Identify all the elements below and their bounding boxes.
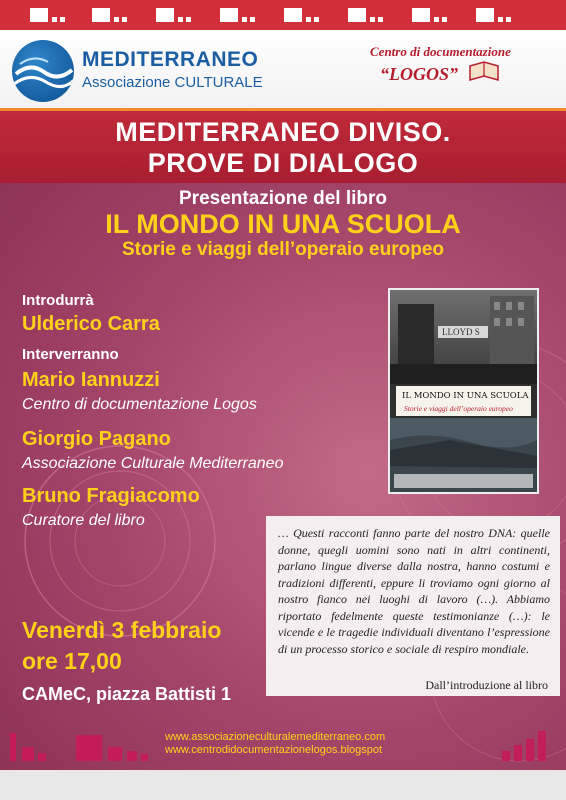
- mediterraneo-logo: [12, 40, 74, 102]
- decor-square: [412, 8, 430, 22]
- decor-square: [348, 8, 366, 22]
- decor-square: [538, 731, 546, 761]
- event-title-line2: PROVE DI DIALOGO: [147, 148, 419, 178]
- speaker-affiliation: Curatore del libro: [22, 512, 145, 529]
- logos-label: “LOGOS”: [380, 64, 459, 84]
- decor-square: [30, 8, 48, 22]
- decor-square: [76, 735, 102, 761]
- decor-square: [476, 8, 494, 22]
- event-venue: CAMeC, piazza Battisti 1: [22, 684, 232, 704]
- decor-dot: [114, 17, 119, 22]
- title-band: [0, 111, 566, 183]
- decor-dot: [186, 17, 191, 22]
- event-title-line1: MEDITERRANEO DIVISO.: [115, 117, 451, 147]
- decor-dot: [178, 17, 183, 22]
- decor-square: [10, 733, 16, 761]
- decor-square: [526, 739, 534, 761]
- decor-dot: [442, 17, 447, 22]
- decor-square: [127, 751, 137, 761]
- centro-label: Centro di documentazione: [370, 44, 511, 59]
- header: [0, 30, 566, 111]
- book-icon: [468, 60, 500, 82]
- quote-box: [266, 516, 560, 696]
- decor-square: [38, 753, 46, 761]
- book-title: IL MONDO IN UNA SCUOLA: [105, 209, 461, 239]
- decor-dot: [250, 17, 255, 22]
- org-name: MEDITERRANEO: [82, 48, 259, 71]
- decor-square: [502, 751, 510, 761]
- cover-sign-text: LLOYD S: [442, 327, 480, 337]
- decor-square: [514, 745, 522, 761]
- speaker-name: Bruno Fragiacomo: [22, 485, 200, 507]
- decor-square: [22, 747, 34, 761]
- bottom-strip: [0, 770, 566, 800]
- speaker-name: Mario Iannuzzi: [22, 369, 160, 391]
- decor-dot: [242, 17, 247, 22]
- speakers-label: Interverranno: [22, 346, 119, 363]
- decor-dot: [306, 17, 311, 22]
- url-logos: www.centrodidocumentazionelogos.blogspot: [165, 744, 383, 756]
- quote-source: Dall’introduzione al libro: [425, 678, 548, 692]
- speaker-name: Giorgio Pagano: [22, 428, 171, 450]
- decor-dot: [434, 17, 439, 22]
- decor-square: [156, 8, 174, 22]
- decor-dot: [60, 17, 65, 22]
- decor-square: [92, 8, 110, 22]
- main-panel: [0, 111, 566, 770]
- cover-subtitle: Storie e viaggi dell’operaio europeo: [404, 404, 513, 413]
- speaker-affiliation: Centro di documentazione Logos: [22, 396, 257, 413]
- decor-square: [141, 754, 148, 761]
- event-date: Venerdì 3 febbraio: [22, 617, 222, 643]
- intro-label: Introdurrà: [22, 292, 94, 309]
- decor-dot: [370, 17, 375, 22]
- presentation-label: Presentazione del libro: [179, 188, 387, 209]
- decor-dot: [314, 17, 319, 22]
- cover-title: IL MONDO IN UNA SCUOLA: [402, 391, 529, 401]
- event-time: ore 17,00: [22, 648, 122, 674]
- intro-speaker-name: Ulderico Carra: [22, 313, 160, 335]
- quote-text: … Questi racconti fanno parte del nostro DNA: quelle donne, quegli uomini sono nati in altri continenti, parlano lingue diverse dalla nostra, hanno costumi e tradizioni differenti, eppure li troviamo ogni giorno al nostro fianco nei luoghi di lavoro (…). Abbiamo riportato fedelmente queste testimonianze (…): le vicende e le tragedie individuali diventano l’espressione di un processo storico e sociale di respiro mondiale.: [278, 526, 550, 656]
- url-mediterraneo: www.associazioneculturalemediterraneo.com: [165, 731, 386, 743]
- decor-dot: [122, 17, 127, 22]
- book-cover: [388, 288, 539, 494]
- book-subtitle: Storie e viaggi dell’operaio europeo: [121, 239, 445, 260]
- decor-square: [220, 8, 238, 22]
- org-subtitle: Associazione CULTURALE: [82, 74, 263, 91]
- decor-dot: [378, 17, 383, 22]
- book-cover-image: [390, 290, 537, 492]
- decor-square: [108, 747, 122, 761]
- waves-icon: [12, 40, 74, 102]
- decor-dot: [498, 17, 503, 22]
- decor-dot: [52, 17, 57, 22]
- speaker-affiliation: Associazione Culturale Mediterraneo: [22, 455, 284, 472]
- top-bar: [0, 0, 566, 30]
- decor-square: [284, 8, 302, 22]
- decor-dot: [506, 17, 511, 22]
- urls-block: [165, 731, 385, 757]
